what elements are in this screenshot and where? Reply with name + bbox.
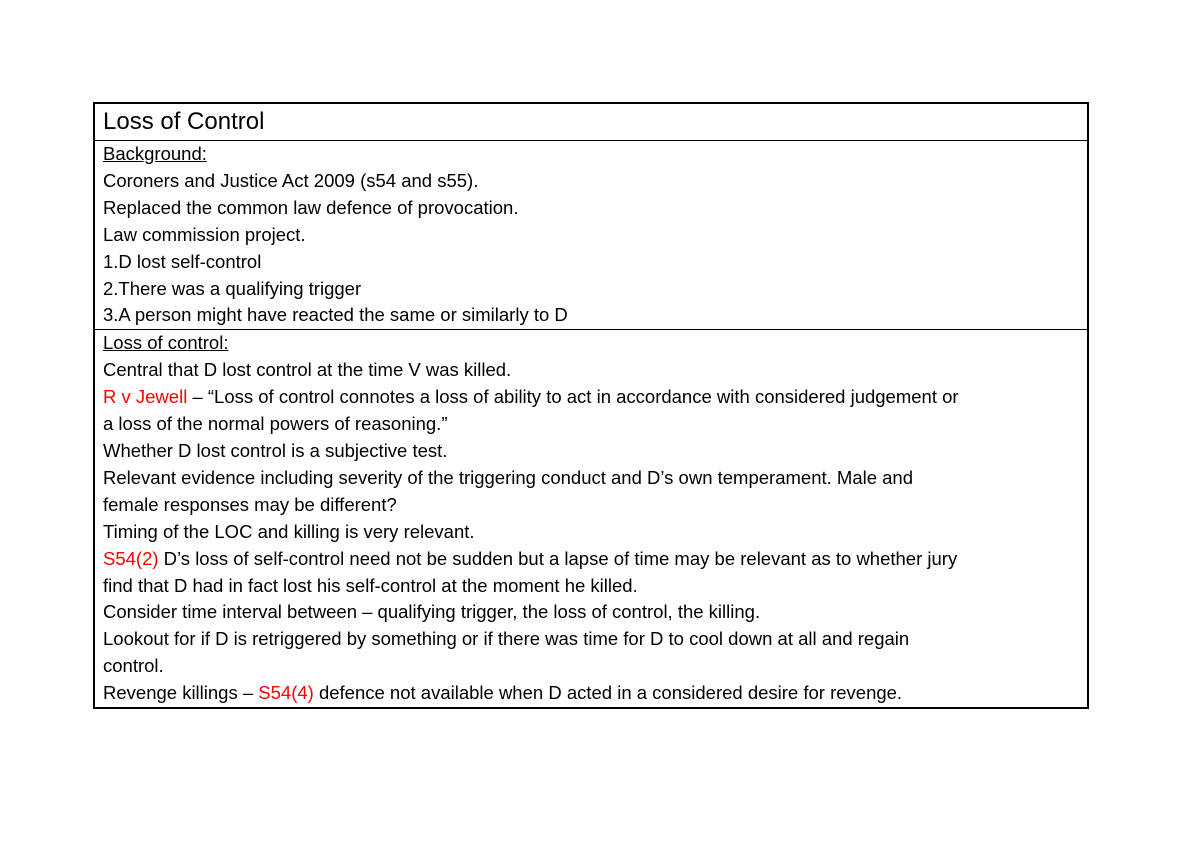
loss-of-control-heading: Loss of control: [103, 332, 229, 354]
revenge-line [103, 680, 1079, 707]
notes-table [93, 102, 1089, 709]
background-line: 3.A person might have reacted the same or similarly to D [103, 304, 568, 326]
s54-2-line [103, 546, 1079, 573]
background-line: 2.There was a qualifying trigger [103, 277, 362, 299]
loss-of-control-line: Lookout for if D is retriggered by something or if there was time for D to cool down at all and regain [103, 628, 910, 650]
s54-2-text: D’s loss of self-control need not be sudden but a lapse of time may be relevant as to whether jury [158, 547, 958, 569]
loss-of-control-line: Consider time interval between – qualifying trigger, the loss of control, the killing. [103, 601, 761, 623]
revenge-text: defence not available when D acted in a considered desire for revenge. [313, 682, 903, 704]
background-section [95, 140, 1087, 329]
s54-2-continued: find that D had in fact lost his self-control at the moment he killed. [103, 574, 638, 596]
loss-of-control-line: Timing of the LOC and killing is very relevant. [103, 520, 475, 542]
loss-of-control-line: Whether D lost control is a subjective test. [103, 439, 448, 461]
loss-of-control-line: female responses may be different? [103, 493, 397, 515]
background-line: 1.D lost self-control [103, 250, 262, 272]
loss-of-control-line: Relevant evidence including severity of the triggering conduct and D’s own temperament. Male and [103, 466, 914, 488]
title-row [95, 104, 1087, 140]
background-line: Coroners and Justice Act 2009 (s54 and s55). [103, 169, 479, 191]
jewell-line [103, 384, 1079, 411]
background-line: Replaced the common law defence of provocation. [103, 196, 519, 218]
jewell-quote: – “Loss of control connotes a loss of ability to act in accordance with considered judgement or [187, 386, 959, 408]
statute-reference-s54-2: S54(2) [103, 547, 159, 569]
case-reference-jewell: R v Jewell [103, 386, 188, 408]
background-line: Law commission project. [103, 223, 306, 245]
revenge-prefix: Revenge killings – [103, 682, 259, 704]
table-title: Loss of Control [103, 108, 265, 135]
jewell-quote-continued: a loss of the normal powers of reasoning.” [103, 413, 448, 435]
statute-reference-s54-4: S54(4) [258, 682, 314, 704]
loss-of-control-line: Central that D lost control at the time V was killed. [103, 359, 512, 381]
background-heading: Background: [103, 143, 207, 164]
loss-of-control-section [95, 329, 1087, 707]
loss-of-control-line: control. [103, 655, 164, 677]
